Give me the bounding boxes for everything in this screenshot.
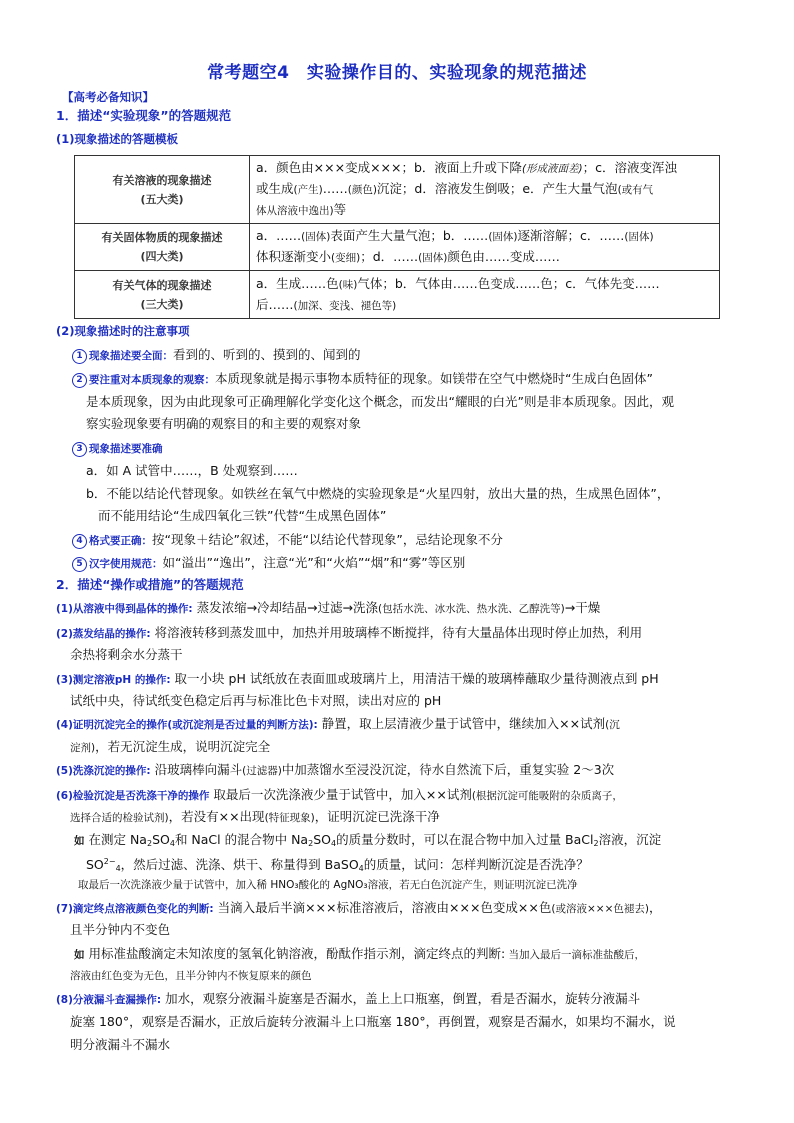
example-text: 和 NaCl 的混合物中 Na — [174, 832, 309, 847]
example-text: 的质量分数时，可以在混合物中加入过量 BaCl — [336, 832, 594, 847]
text-span: 体积逐渐变小 — [256, 249, 332, 264]
example-line — [74, 831, 661, 853]
item-text: 沿玻璃棒向漏斗 — [150, 762, 243, 777]
item-text: ，若无沉淀生成，说明沉淀完全 — [95, 739, 271, 754]
operation-item — [56, 899, 661, 918]
item-text-line: 旋塞 180°，观察是否漏水，正放后旋转分液漏斗上口瓶塞 180°，再倒置，观察是否漏水，如果均不漏水，说 — [70, 1014, 676, 1029]
text-span: 表面产生大量气泡；b．…… — [330, 228, 489, 243]
subsection-2-heading: (2)现象描述时的注意事项 — [56, 324, 190, 338]
circled-number: 4 — [72, 534, 87, 549]
superscript: 2− — [103, 857, 116, 866]
section-tag: 【高考必备知识】 — [62, 90, 154, 104]
circled-number: 5 — [72, 557, 87, 572]
note-label: 要注重对本质现象的观察： — [89, 374, 215, 386]
section-2-heading: 2．描述“操作或措施”的答题规范 — [56, 577, 244, 592]
operation-item — [56, 670, 659, 689]
row-header-gas — [75, 271, 250, 319]
item-label: (6)检验沉淀是否洗涤干净的操作 — [56, 790, 210, 802]
row-line — [256, 158, 713, 179]
item-text: ，证明沉淀已洗涤干净 — [314, 809, 440, 824]
row-content-gas — [250, 271, 720, 319]
note-item — [72, 554, 465, 573]
row-header-solution — [75, 156, 250, 224]
note-span: (固体) — [418, 252, 448, 264]
example-note: 当加入最后一滴标准盐酸后， — [505, 949, 646, 961]
note-label: 现象描述要全面： — [89, 350, 173, 362]
row-header-title: 有关固体物质的现象描述 — [101, 231, 223, 244]
item-text: 蒸发浓缩→冷却结晶→过滤→洗涤 — [192, 600, 379, 615]
row-line — [256, 247, 713, 268]
text-span: …… — [322, 181, 348, 196]
example-text: SO — [152, 832, 170, 847]
item-text: 中加蒸馏水至浸没沉淀，待水自然流下后，重复实验 2～3次 — [281, 762, 615, 777]
note-span: (变细) — [331, 252, 361, 264]
table-row-solution — [75, 156, 720, 224]
text-span: 颜色由……变成…… — [447, 249, 560, 264]
note-text: 如“溢出”“逸出”，注意“光”和“火焰”“烟”和“雾”等区别 — [162, 555, 466, 570]
circled-number: 2 — [72, 373, 87, 388]
operation-item — [56, 715, 620, 734]
text-span: 逐渐溶解；c．…… — [517, 228, 625, 243]
row-header-count: (五大类) — [140, 192, 184, 206]
note-text-line: b．不能以结论代替现象。如铁丝在氧气中燃烧的实验现象是“火星四射，放出大量的热，生成黑色固体”， — [86, 486, 670, 501]
item-text: 当滴入最后半滴×××标准溶液后，溶液由×××色变成××色 — [213, 900, 552, 915]
note-text-line: 是本质现象，因为由此现象可正确理解化学变化这个概念，而发出“耀眼的白光”则是非本质现象。因此，观 — [86, 394, 674, 409]
item-label: (5)洗涤沉淀的操作: — [56, 765, 151, 777]
example-text: 溶液，沉淀 — [598, 832, 662, 847]
subscript: 4 — [115, 864, 121, 873]
item-text: →干燥 — [564, 600, 601, 615]
note-label: 现象描述要准确 — [89, 443, 163, 455]
row-content-solid — [250, 224, 720, 271]
item-text: 静置，取上层清液少量于试管中，继续加入××试剂 — [317, 716, 606, 731]
example-label: 如 — [74, 949, 85, 961]
subscript: 2 — [146, 839, 153, 848]
subscript: 4 — [330, 839, 337, 848]
text-span: a．颜色由×××变成×××；b．液面上升或下降 — [256, 160, 522, 175]
item-text-line: 试纸中央，待试纸变色稳定后再与标准比色卡对照，读出对应的 pH — [70, 693, 442, 708]
row-content-solution — [250, 156, 720, 224]
phenomenon-template-table — [74, 155, 720, 319]
item-label: (4)证明沉淀完全的操作(或沉淀剂是否过量的判断方法): — [56, 719, 318, 731]
item-text: 加水，观察分液漏斗旋塞是否漏水，盖上上口瓶塞，倒置，看是否漏水，旋转分液漏斗 — [161, 991, 641, 1006]
note-span: (固体) — [624, 231, 654, 243]
note-text-line: 而不能用结论“生成四氧化三铁”代替“生成黑色固体” — [98, 508, 387, 523]
note-text: 按“现象＋结论”叙述，不能“以结论代替现象”，忌结论现象不分 — [152, 532, 503, 547]
example-text: ，然后过滤、洗涤、烘干、称量得到 BaSO — [120, 857, 359, 872]
note-span: (颜色) — [347, 184, 377, 196]
note-text: 本质现象就是揭示事物本质特征的现象。如镁带在空气中燃烧时“生成白色固体” — [215, 371, 653, 386]
item-label: (8)分液漏斗查漏操作: — [56, 994, 162, 1006]
subscript: 4 — [358, 864, 364, 873]
subsection-1-heading: (1)现象描述的答题模板 — [56, 132, 179, 146]
example-text: 用标准盐酸滴定未知浓度的氢氧化钠溶液，酚酞作指示剂，滴定终点的判断: — [84, 946, 506, 961]
example-text: 的质量，试问：怎样判断沉淀是否洗净？ — [363, 857, 589, 872]
row-header-title: 有关气体的现象描述 — [112, 278, 212, 292]
item-note: (根据沉淀可能吸附的杂质离子， — [471, 790, 623, 802]
note-span: (或有气 — [617, 184, 654, 196]
item-note: 选择合适的检验试剂) — [70, 812, 169, 824]
operation-item — [56, 990, 640, 1009]
page-title: 常考题空4 实验操作目的、实验现象的规范描述 — [207, 63, 587, 83]
example-text: SO — [313, 832, 331, 847]
item-note: (包括水洗、冰水洗、热水洗、乙醇洗等) — [378, 603, 565, 615]
example-line — [86, 853, 589, 878]
operation-item — [56, 599, 600, 618]
item-note: (特征现象) — [264, 812, 315, 824]
row-header-count: (三大类) — [140, 297, 184, 311]
text-span: 或生成 — [256, 181, 294, 196]
item-text-line: 余热将剩余水分蒸干 — [70, 647, 183, 662]
table-row-gas — [75, 271, 720, 319]
example-text: SO — [86, 857, 104, 872]
example-note-line: 溶液由红色变为无色，且半分钟内不恢复原来的颜色 — [70, 970, 312, 982]
row-line — [256, 200, 713, 221]
note-item — [72, 370, 653, 389]
row-line — [256, 179, 713, 200]
subscript: 4 — [169, 839, 175, 848]
note-span: (固体) — [301, 231, 331, 243]
note-label: 格式要正确： — [89, 535, 152, 547]
note-span: (产生) — [293, 184, 323, 196]
text-span: ；c．溶液变浑浊 — [582, 160, 678, 175]
item-note: (沉 — [605, 719, 620, 731]
row-line — [256, 226, 713, 247]
row-line — [256, 274, 713, 295]
note-item — [72, 531, 503, 550]
row-header-count: (四大类) — [140, 250, 184, 263]
note-span: (固体) — [488, 231, 518, 243]
text-span: ；d．…… — [360, 249, 419, 264]
example-line — [74, 945, 645, 964]
example-text: 在测定 Na — [84, 832, 147, 847]
text-span: 气体；b．气体由……色变成……色；c．气体先变…… — [357, 275, 660, 291]
operation-item — [56, 761, 614, 780]
text-span: 沉淀；d．溶液发生倒吸；e．产生大量气泡 — [376, 181, 618, 196]
example-answer: 取最后一次洗涤液少量于试管中，加入稀 HNO₃酸化的 AgNO₃溶液，若无白色沉淀产生，则证明沉淀已洗净 — [78, 879, 578, 891]
item-text: ，若没有××出现 — [168, 809, 265, 824]
item-text-line: 明分液漏斗不漏水 — [70, 1037, 171, 1052]
circled-number: 3 — [72, 442, 87, 457]
item-text: ， — [648, 900, 662, 915]
operation-item — [56, 786, 623, 805]
note-text-line: 察实验现象要有明确的观察目的和主要的观察对象 — [86, 416, 362, 431]
circled-number: 1 — [72, 349, 87, 364]
item-text-line: 且半分钟内不变色 — [70, 922, 171, 937]
text-span: a．生成……色 — [256, 275, 339, 291]
note-item — [72, 346, 361, 365]
note-text-line: a．如 A 试管中……，B 处观察到…… — [86, 463, 298, 478]
item-text: 将溶液转移到蒸发皿中，加热并用玻璃棒不断搅拌，待有大量晶体出现时停止加热，利用 — [150, 625, 643, 640]
row-header-title: 有关溶液的现象描述 — [112, 173, 212, 187]
item-label: (1)从溶液中得到晶体的操作: — [56, 603, 193, 615]
item-note: (过滤器) — [242, 765, 282, 777]
operation-item — [56, 624, 642, 643]
table-row-solid — [75, 224, 720, 271]
text-span: 后…… — [256, 296, 294, 312]
note-span: (形成液面差) — [521, 163, 583, 175]
row-line — [256, 295, 713, 316]
text-span: a．…… — [256, 228, 302, 243]
note-label: 汉字使用规范： — [89, 558, 163, 570]
item-note: 淀剂) — [70, 742, 96, 754]
subscript: 2 — [308, 839, 314, 848]
item-label: (7)滴定终点溶液颜色变化的判断: — [56, 903, 214, 915]
note-text: 看到的、听到的、摸到的、闻到的 — [173, 347, 361, 362]
item-text: 取一小块 pH 试纸放在表面皿或玻璃片上，用清洁干燥的玻璃棒蘸取少量待测液点到 pH — [170, 671, 659, 686]
note-item — [72, 439, 163, 458]
section-1-heading: 1．描述“实验现象”的答题规范 — [56, 108, 232, 123]
item-note: (或溶液×××色褪去) — [551, 903, 649, 915]
item-text: 取最后一次洗涤液少量于试管中，加入××试剂 — [209, 787, 472, 802]
note-span: (加深、变浅、褪色等) — [293, 299, 397, 312]
note-span: 体从溶液中逸出) — [256, 205, 334, 217]
item-label: (3)测定溶液pH 的操作: — [56, 674, 171, 686]
row-header-solid — [75, 224, 250, 271]
subscript: 2 — [593, 839, 599, 848]
text-span: 等 — [333, 202, 347, 217]
item-text-line — [70, 808, 440, 827]
item-text-line — [70, 738, 270, 757]
item-label: (2)蒸发结晶的操作: — [56, 628, 151, 640]
example-label: 如 — [74, 835, 85, 847]
note-span: (味) — [338, 278, 358, 291]
